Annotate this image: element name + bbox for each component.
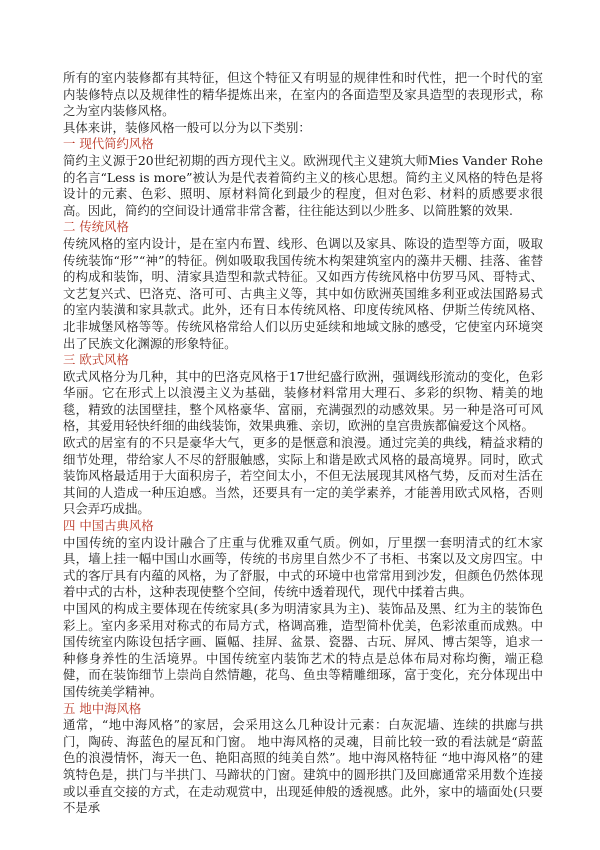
section-heading-mediterranean: 五 地中海风格 xyxy=(63,700,142,716)
section-paragraph: 欧式的居室有的不只是豪华大气，更多的是惬意和浪漫。通过完美的典线，精益求精的细节处理，带给家人不尽的舒服触感，实际上和谐是欧式风格的最高境界。同时，欧式装饰风格最适用于大面积房子，若空间太小，不但无法展现其风格气势，反而对生活在其间的人造成一种压迫感。当然，还要具有一定的美学素养，才能善用欧式风格，否则只会弄巧成拙。 xyxy=(63,435,543,517)
document-body xyxy=(63,70,543,817)
intro-paragraph: 具体来讲，装修风格一般可以分为以下类别： xyxy=(63,119,311,135)
section-heading-european: 三 欧式风格 xyxy=(63,352,129,368)
section-paragraph: 传统风格的室内设计，是在室内布置、线形、色调以及家具、陈设的造型等方面，吸取传统装饰“形”“神”的特征。例如吸取我国传统木构架建筑室内的藻井天棚、挂落、雀替的构成和装饰，明、清家具造型和款式特征。又如西方传统风格中仿罗马风、哥特式、文艺复兴式、巴洛克、洛可可、古典主义等，其中如仿欧洲英国维多利亚或法国路易式的室内装潢和家具款式。此外，还有日本传统风格、印度传统风格、伊斯兰传统风格、北非城堡风格等等。传统风格常给人们以历史延续和地域文脉的感受，它使室内环境突出了民族文化渊源的形象特征。 xyxy=(63,235,543,351)
intro-paragraph: 所有的室内装修都有其特征，但这个特征又有明显的规律性和时代性，把一个时代的室内装修特点以及规律性的精华提炼出来，在室内的各面造型及家具造型的表现形式，称之为室内装修风格。 xyxy=(63,70,543,119)
section-paragraph: 欧式风格分为几种，其中的巴洛克风格于17世纪盛行欧洲，强调线形流动的变化，色彩华丽。它在形式上以浪漫主义为基础，装修材料常用大理石、多彩的织物、精美的地毯，精致的法国壁挂，整个风格豪华、富丽，充满强烈的动感效果。另一种是洛可可风格，其爱用轻快纤细的曲线装饰，效果典雅、亲切，欧洲的皇宫贵族都偏爱这个风格。 xyxy=(63,368,543,434)
section-paragraph: 简约主义源于20世纪初期的西方现代主义。欧洲现代主义建筑大师Mies Vander Rohe的名言“Less is more”被认为是代表着简约主义的核心思想。简约主义风格的特色是将设计的元素、色彩、照明、原材料简化到最少的程度，但对色彩、材料的质感要求很高。因此，简约的空间设计通常非常含蓄，往往能达到以少胜多、以简胜繁的效果. xyxy=(63,152,543,218)
section-heading-chinese-classical: 四 中国古典风格 xyxy=(63,518,154,534)
section-paragraph: 通常，“地中海风格”的家居，会采用这么几种设计元素：白灰泥墙、连续的拱廊与拱门，陶砖、海蓝色的屋瓦和门窗。 地中海风格的灵魂，目前比较一致的看法就是“蔚蓝色的浪漫情怀，海天一色、艳阳高照的纯美自然”。地中海风格特征 “地中海风格”的建筑特色是，拱门与半拱门、马蹄状的门窗。建筑中的圆形拱门及回廊通常采用数个连接或以垂直交接的方式，在走动观赏中，出现延伸般的透视感。此外，家中的墙面处(只要不是承 xyxy=(63,717,543,816)
section-heading-traditional: 二 传统风格 xyxy=(63,219,129,235)
section-heading-modern-minimal: 一 现代简约风格 xyxy=(63,136,154,152)
section-paragraph: 中国风的构成主要体现在传统家具(多为明清家具为主)、装饰品及黑、红为主的装饰色彩上。室内多采用对称式的布局方式，格调高雅，造型简朴优美，色彩浓重而成熟。中国传统室内陈设包括字画、匾幅、挂屏、盆景、瓷器、古玩、屏风、博古架等，追求一种修身养性的生活境界。中国传统室内装饰艺术的特点是总体布局对称均衡，端正稳健，而在装饰细节上崇尚自然情趣，花鸟、鱼虫等精雕细琢，富于变化，充分体现出中国传统美学精神。 xyxy=(63,601,543,699)
section-paragraph: 中国传统的室内设计融合了庄重与优雅双重气质。例如，厅里摆一套明清式的红木家具，墙上挂一幅中国山水画等，传统的书房里自然少不了书柜、书案以及文房四宝。中式的客厅具有内蕴的风格，为了舒服，中式的环境中也常常用到沙发，但颜色仍然体现着中式的古朴，这种表现使整个空间，传统中透着现代，现代中揉着古典。 xyxy=(63,534,543,600)
